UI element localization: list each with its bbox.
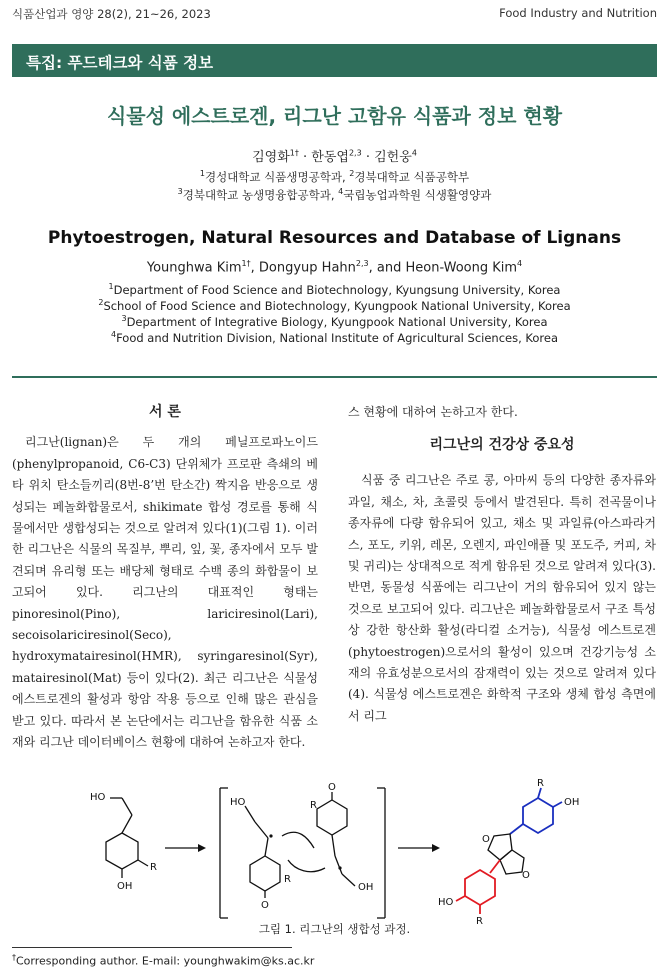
affiliation-ko-line2: $^3$경북대학교 농생명융합공학과, $^4$국립농업과학원 식생활영양과 [177,187,492,202]
section-divider [12,376,657,378]
journal-citation: 식품산업과 영양 28(2), 21~26, 2023 [12,7,211,21]
title-english: Phytoestrogen, Natural Resources and Database of Lignans [47,228,622,248]
intro-paragraph-end: 스 현황에 대하여 논하고자 한다. [348,405,518,419]
banner-label: 특집: 푸드테크와 식품 정보 [26,54,214,72]
figure-lignan-biosynthesis [70,778,610,928]
health-paragraph: 식품 중 리그난은 주로 콩, 아마씨 등의 다양한 종자류와 과일, 채소, 차, 초콜릿 등에서 발견된다. 특히 전곡물이나 종자류에 다량 함유되어 있고, 채소 및 과일류(아스파라거스, 포도, 키위, 레몬, 오렌지, 파인애플 및 포도주, 커피, 차 및 귀리)는 상대적으로 적게 함유된 것으로 알려져 있다(3). 반면, 동물성 식품에는 리그난이 거의 함유되어 있지 않는 것으로 보고되어 있다. 리그난은 페놀화합물로서 구조 특성상 강한 항산화 활성(라디컬 소거능), 식물성 에스트로겐(phytoestrogen)으로서의 활성이 있으며 건강기능성 소재의 유효성분으로서의 잠재력이 있는 것으로 알려져 있다(4). 식물성 에스트로겐은 화학적 구조와 생체 합성 측면에서 리그 [348,473,656,723]
svg-text:HO: HO [438,897,454,908]
svg-text:O: O [522,870,530,881]
affiliation-en-2: $^2$School of Food Science and Biotechnology, Kyungpook National University, Korea [98,298,571,313]
section-banner [12,44,657,77]
heading-health: 리그난의 건강상 중요성 [429,437,575,453]
svg-text:HO: HO [230,797,246,808]
svg-text:OH: OH [564,797,580,808]
corresponding-author-footnote: †Corresponding author. E-mail: younghwakim@ks.ac.kr [12,953,315,968]
lignan-product-structure [438,778,579,927]
svg-text:R: R [150,862,157,873]
svg-text:O: O [482,834,490,845]
svg-text:HO: HO [90,792,106,803]
column-left [12,402,318,753]
coniferyl-alcohol-structure [90,792,157,892]
column-right [348,402,656,727]
svg-text:R: R [310,800,317,811]
svg-text:OH: OH [117,881,133,892]
title-korean: 식물성 에스트로겐, 리그난 고함유 식품과 정보 현황 [106,104,563,128]
svg-text:R: R [284,874,291,885]
figure-caption: 그림 1. 리그난의 생합성 과정. [258,922,411,936]
authors-english: Younghwa Kim$^{1\dagger}$, Dongyup Hahn$^{2,3}$, and Heon-Woong Kim$^4$ [146,259,523,276]
radical-intermediate-structure [220,782,385,918]
footnote-rule [12,947,292,948]
journal-name: Food Industry and Nutrition [499,6,657,20]
heading-introduction: 서 론 [149,404,181,420]
affiliation-ko-line1: $^1$경성대학교 식품생명공학과, $^2$경북대학교 식품공학부 [199,169,470,184]
affiliation-en-3: $^3$Department of Integrative Biology, Kyungpook National University, Korea [121,314,548,329]
intro-paragraph: 리그난(lignan)은 두 개의 페닐프로파노이드(phenylpropanoid, C6-C3) 단위체가 프로판 측쇄의 베타 위치 탄소들끼리(8번-8’번 탄소간) 짝지음 반응으로 생성되는 페놀화합물로서, shikimate 합성 경로를 통해 식물에서만 생합성되는 것으로 알려져 있다(1)(그림 1). 이러한 리그난은 식물의 목질부, 뿌리, 잎, 꽃, 종자에서 모두 발견되며 유리형 또는 배당체 형태로 수백 종의 화합물이 보고되어 있다. 리그난의 대표적인 형태는 pinoresinol(Pino), lariciresinol(Lari), secoisolariciresinol(Seco), hydroxymatairesinol(HMR), syringaresinol(Syr), matairesinol(Mat) 등이 있다(2). 최근 리그난은 식물성 에스트로겐의 활성과 항암 작용 등으로 인해 많은 관심을 받고 있다. 따라서 본 논단에서는 리그난을 함유한 식품 소재와 리그난 데이터베이스 현황에 대하여 논하고자 한다. [12,435,318,750]
svg-text:R: R [537,778,544,789]
svg-text:O: O [328,782,336,793]
affiliation-en-1: $^1$Department of Food Science and Biotechnology, Kyungsung University, Korea [108,282,561,297]
authors-korean: 김영화$^{1\dagger}$ · 한동엽$^{2,3}$ · 김헌웅$^4$ [252,148,417,165]
svg-text:OH: OH [358,882,374,893]
svg-text:R: R [476,916,483,927]
svg-text:O: O [261,900,269,911]
affiliation-en-4: $^4$Food and Nutrition Division, National Institute of Agricultural Sciences, Korea [110,330,559,345]
